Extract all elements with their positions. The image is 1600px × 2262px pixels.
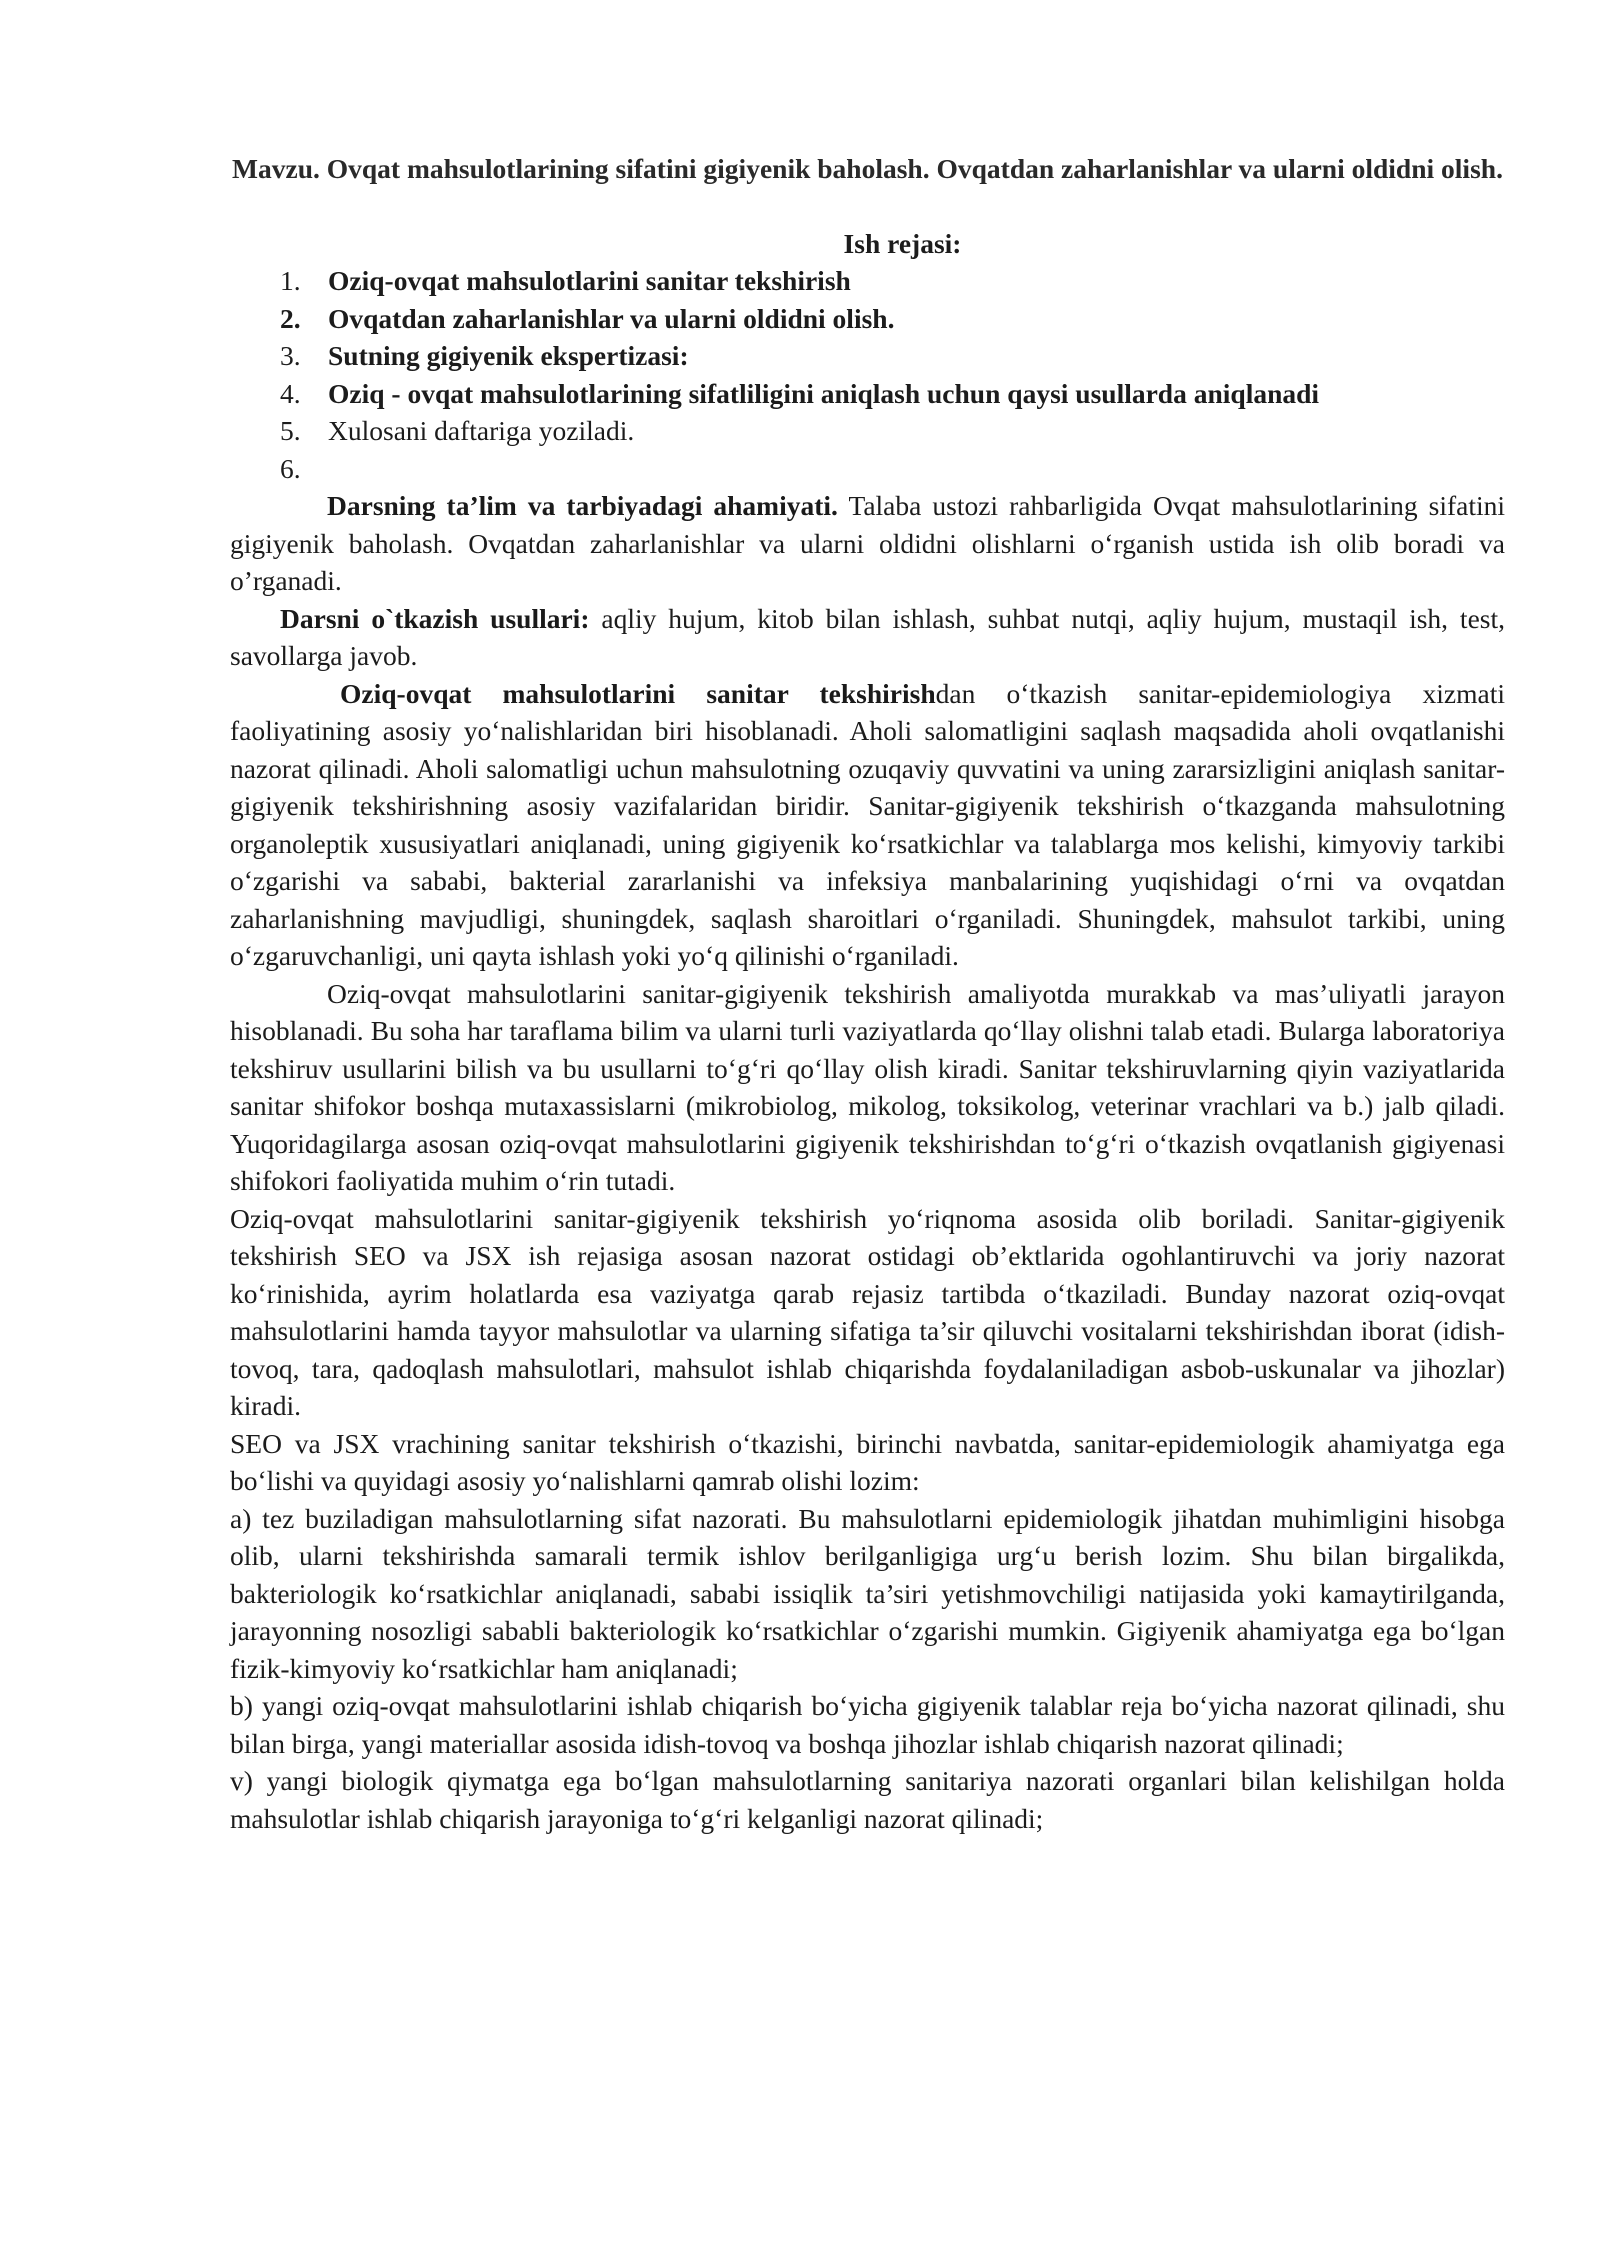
paragraph-instruction: Oziq-ovqat mahsulotlarini sanitar-gigiyenik tekshirish yo‘riqnoma asosida olib boriladi. Sanitar-gigiyenik tekshirish SEO va JSX ish rejasiga asosan nazorat ostidagi ob’ektlarida ogohlantiruvchi va joriy nazorat ko‘rinishida, ayrim holatlarda esa vaziyatga qarab rejasiz tartibda o‘tkaziladi. Bunday nazorat oziq-ovqat mahsulotlarini hamda tayyor mahsulotlar va ularning sifatiga ta’sir qiluvchi vositalarni tekshirishdan iborat (idish-tovoq, tara, qadoqlash mahsulotlari, mahsulot ishlab chiqarishda foydalaniladigan asbob-uskunalar va jihozlar) kiradi. (230, 1202, 1505, 1421)
plan-item-number: 3. (280, 340, 301, 371)
plan-item-number: 4. (280, 377, 301, 409)
significance-text: Talaba ustozi rahbarligida Ovqat mahsulotlarining sifatini gigiyenik baholash. Ovqatdan zaharlanishlar va ularni oldidni olishlarni o‘rganish ustida ish olib boradi va o’rganadi. (230, 490, 1505, 596)
significance-paragraph (230, 487, 1505, 600)
plan-item-1 (230, 262, 1505, 300)
plan-item-5 (230, 412, 1505, 450)
methods-lead: Darsni o`tkazish usullari: (280, 602, 590, 634)
paragraph-text: dan o‘tkazish sanitar-epidemiologiya xizmati faoliyatining asosiy yo‘nalishlaridan biri hisoblanadi. Aholi salomatligini saqlash maqsadida aholi ovqatlanishi nazorat qilinadi. Aholi salomatligi uchun mahsulotning ozuqaviy quvvatini va uning zararsizligini aniqlash sanitar-gigiyenik tekshirishning asosiy vazifalaridan biridir. Sanitar-gigiyenik tekshirish o‘tkazganda mahsulotning organoleptik xususiyatlari aniqlanadi, uning gigiyenik ko‘rsatkichlar va talablarga mos kelishi, kimyoviy tarkibi o‘zgarishi va sababi, bakterial zararlanishi va infeksiya manbalarining yuqishidagi o‘rni va ovqatdan zaharlanishning mavjudligi, shuningdek, saqlash sharoitlari o‘rganiladi. Shuningdek, mahsulot tarkibi, uning o‘zgaruvchanligi, uni qayta ishlash yoki yo‘q qilinishi o‘rganiladi. (230, 677, 1505, 971)
plan-heading: Ish rejasi: (843, 227, 962, 259)
plan-item-text: Oziq-ovqat mahsulotlarini sanitar tekshirish (328, 265, 851, 296)
plan-item-text: Xulosani daftariga yoziladi. (328, 415, 635, 446)
plan-item-number: 1. (280, 265, 301, 296)
plan-item-text: Ovqatdan zaharlanishlar va ularni oldidni olish. (328, 302, 895, 334)
plan-item-3 (230, 337, 1505, 375)
document-title: Mavzu. Ovqat mahsulotlarining sifatini gigiyenik baholash. Ovqatdan zaharlanishlar va ularni oldidni olish. (232, 153, 1503, 184)
paragraph-complexity: Oziq-ovqat mahsulotlarini sanitar-gigiyenik tekshirish amaliyotda murakkab va mas’uliyatli jarayon hisoblanadi. Bu soha har taraflama bilim va ularni turli vaziyatlarda qo‘llay olishni talab etadi. Bularga laboratoriya tekshiruv usullarini bilish va bu usullarni to‘g‘ri qo‘llay olish kiradi. Sanitar tekshiruvlarning qiyin vaziyatlarida sanitar shifokor boshqa mutaxassislarni (mikrobiolog, mikolog, toksikolog, veterinar vrachlari va b.) jalb qiladi. Yuqoridagilarga asosan oziq-ovqat mahsulotlarini gigiyenik tekshirishdan to‘g‘ri o‘tkazish ovqatlanish gigiyenasi shifokori faoliyatida muhim o‘rin tutadi. (230, 977, 1505, 1196)
paragraph-lead: Oziq-ovqat mahsulotlarini sanitar tekshirish (340, 677, 936, 709)
plan-item-text (328, 453, 335, 484)
paragraph-directions: SEO va JSX vrachining sanitar tekshirish o‘tkazishi, birinchi navbatda, sanitar-epidemiologik ahamiyatga ega bo‘lishi va quyidagi asosiy yo‘nalishlarni qamrab olishi lozim: (230, 1427, 1505, 1496)
list-item-a: a) tez buziladigan mahsulotlarning sifat nazorati. Bu mahsulotlarni epidemiologik jihatdan muhimligini hisobga olib, ularni tekshirishda samarali termik ishlov berilganligiga urg‘u berish lozim. Shu bilan birgalikda, bakteriologik ko‘rsatkichlar aniqlanadi, sababi issiqlik ta’siri yetishmovchiligi natijasida yoki kamaytirilganda, jarayonning nosozligi sababli bakteriologik ko‘rsatkichlar o‘zgarishi mumkin. Gigiyenik ahamiyatga ega bo‘lgan fizik-kimyoviy ko‘rsatkichlar ham aniqlanadi; (230, 1502, 1505, 1684)
significance-lead: Darsning ta’lim va tarbiyadagi ahamiyati. (327, 490, 838, 521)
plan-item-text: Oziq - ovqat mahsulotlarining sifatliligini aniqlash uchun qaysi usullarda aniqlanadi (328, 377, 1320, 409)
list-item-b: b) yangi oziq-ovqat mahsulotlarini ishlab chiqarish bo‘yicha gigiyenik talablar reja bo‘yicha nazorat qilinadi, shu bilan birga, yangi materiallar asosida idish-tovoq va boshqa jihozlar ishlab chiqarish nazorat qilinadi; (230, 1690, 1505, 1759)
list-item-v: v) yangi biologik qiymatga ega bo‘lgan mahsulotlarning sanitariya nazorati organlari bilan kelishilgan holda mahsulotlar ishlab chiqarish jarayoniga to‘g‘ri kelganligi nazorat qilinadi; (230, 1765, 1505, 1834)
plan-item-2 (230, 300, 1505, 338)
plan-item-6 (230, 450, 1505, 488)
paragraph-sanitary-inspection (230, 675, 1505, 975)
plan-list (230, 262, 1505, 487)
methods-paragraph (230, 600, 1505, 675)
plan-item-number: 6. (280, 452, 301, 484)
plan-item-number: 2. (280, 302, 301, 334)
plan-item-text: Sutning gigiyenik ekspertizasi: (328, 340, 689, 371)
plan-item-number: 5. (280, 415, 301, 446)
methods-text: aqliy hujum, kitob bilan ishlash, suhbat nutqi, aqliy hujum, mustaqil ish, test, savollarga javob. (230, 602, 1505, 671)
plan-item-4 (230, 375, 1505, 413)
